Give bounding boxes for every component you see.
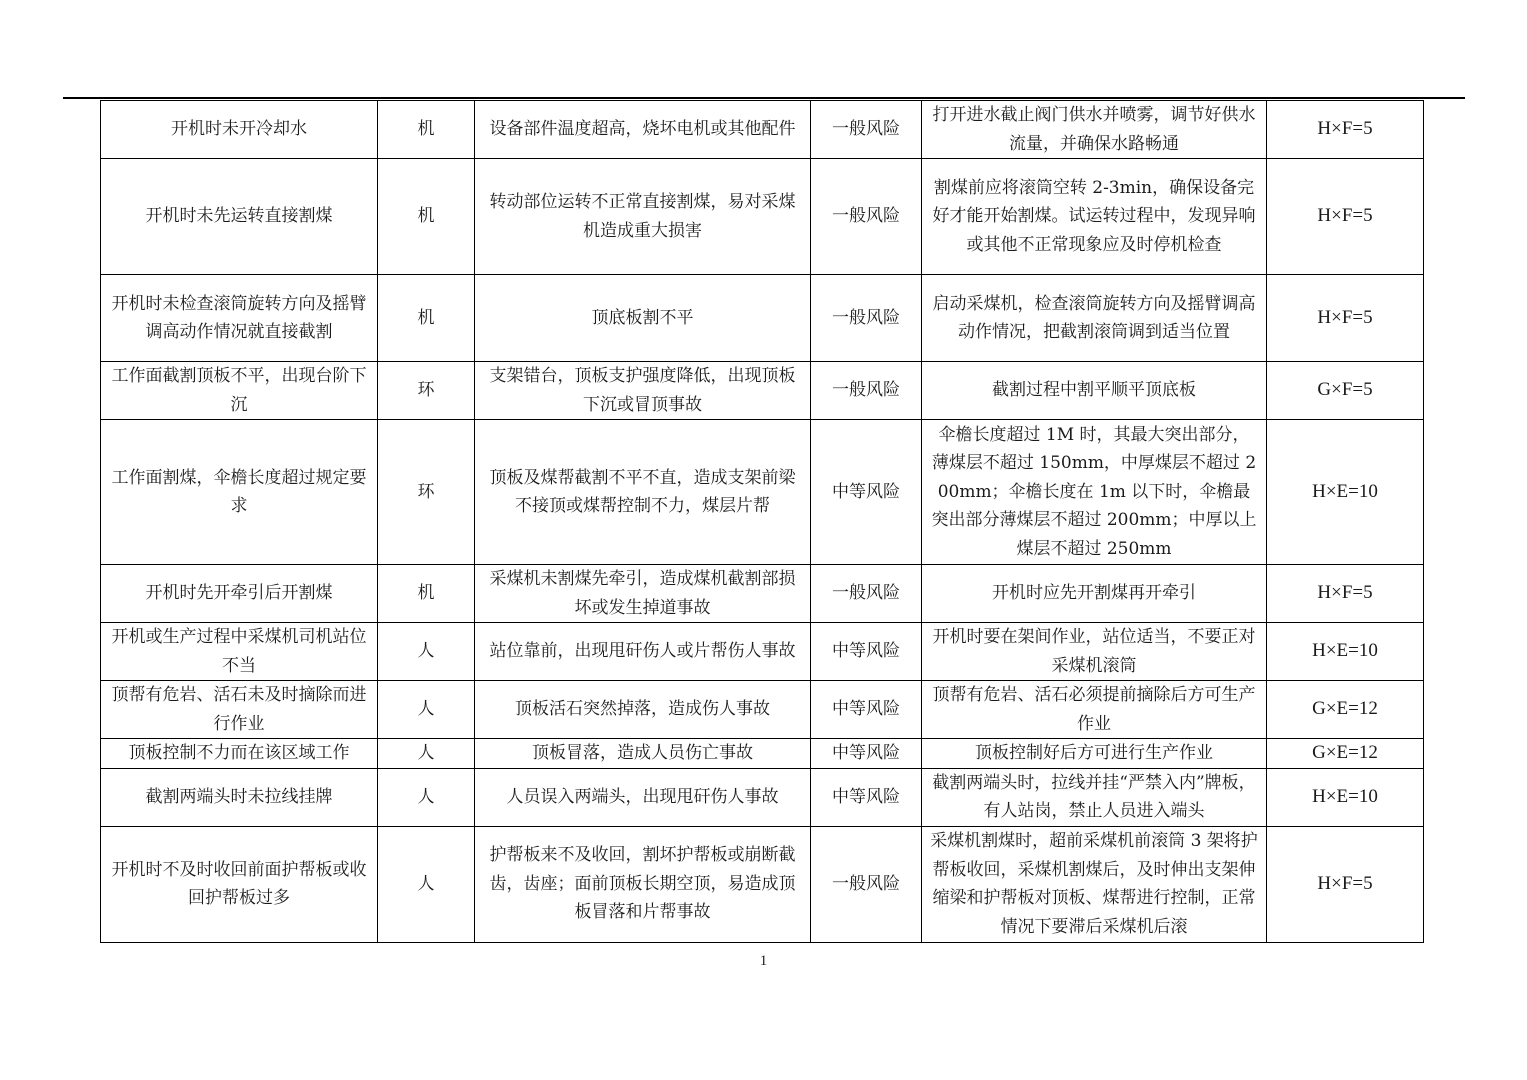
risk-grade-cell: H×F=5 [1267,826,1424,942]
control-measure-cell: 采煤机割煤时，超前采煤机前滚筒 3 架将护帮板收回，采煤机割煤后，及时伸出支架伸缩梁和护帮板对顶板、煤帮进行控制，正常情况下要滞后采煤机后滚 [922,826,1267,942]
consequence-cell: 护帮板来不及收回，割坏护帮板或崩断截齿，齿座；面前顶板长期空顶，易造成顶板冒落和片帮事故 [475,826,811,942]
risk-grade-cell: H×F=5 [1267,275,1424,362]
control-measure-cell: 截割过程中割平顺平顶底板 [922,362,1267,420]
risk-grade-cell: H×E=10 [1267,420,1424,565]
table-row [101,565,1424,623]
table-row [101,768,1424,826]
risk-grade-cell: H×F=5 [1267,565,1424,623]
category-cell: 人 [378,826,475,942]
category-cell: 人 [378,739,475,769]
risk-grade-cell: G×E=12 [1267,681,1424,739]
category-cell: 人 [378,768,475,826]
consequence-cell: 顶板冒落，造成人员伤亡事故 [475,739,811,769]
control-measure-cell: 伞檐长度超过 1M 时，其最大突出部分，薄煤层不超过 150mm，中厚煤层不超过 200mm；伞檐长度在 1m 以下时，伞檐最突出部分薄煤层不超过 200mm；中厚以上煤层不超过 250mm [922,420,1267,565]
table-row [101,420,1424,565]
hazard-cell: 开机时未先运转直接割煤 [101,159,378,275]
consequence-cell: 人员误入两端头，出现甩矸伤人事故 [475,768,811,826]
risk-grade-cell: H×E=10 [1267,623,1424,681]
table-row [101,826,1424,942]
category-cell: 人 [378,623,475,681]
risk-level-cell: 一般风险 [811,565,922,623]
category-cell: 环 [378,420,475,565]
hazard-cell: 开机时不及时收回前面护帮板或收回护帮板过多 [101,826,378,942]
table-row [101,275,1424,362]
control-measure-cell: 启动采煤机，检查滚筒旋转方向及摇臂调高动作情况，把截割滚筒调到适当位置 [922,275,1267,362]
consequence-cell: 采煤机未割煤先牵引，造成煤机截割部损坏或发生掉道事故 [475,565,811,623]
hazard-cell: 开机时未检查滚筒旋转方向及摇臂调高动作情况就直接截割 [101,275,378,362]
risk-level-cell: 一般风险 [811,362,922,420]
page-number: 1 [759,953,768,969]
table-row [101,623,1424,681]
risk-level-cell: 中等风险 [811,681,922,739]
risk-grade-cell: H×E=10 [1267,768,1424,826]
category-cell: 人 [378,681,475,739]
header-rule [63,97,1465,99]
consequence-cell: 设备部件温度超高，烧坏电机或其他配件 [475,101,811,159]
hazard-cell: 工作面截割顶板不平，出现台阶下沉 [101,362,378,420]
risk-level-cell: 一般风险 [811,826,922,942]
control-measure-cell: 打开进水截止阀门供水并喷雾，调节好供水流量，并确保水路畅通 [922,101,1267,159]
risk-level-cell: 中等风险 [811,420,922,565]
hazard-cell: 开机时未开冷却水 [101,101,378,159]
table-row [101,739,1424,769]
risk-level-cell: 一般风险 [811,275,922,362]
category-cell: 机 [378,565,475,623]
table-row [101,681,1424,739]
control-measure-cell: 割煤前应将滚筒空转 2-3min，确保设备完好才能开始割煤。试运转过程中，发现异响或其他不正常现象应及时停机检查 [922,159,1267,275]
category-cell: 机 [378,101,475,159]
risk-grade-cell: G×E=12 [1267,739,1424,769]
consequence-cell: 转动部位运转不正常直接割煤，易对采煤机造成重大损害 [475,159,811,275]
control-measure-cell: 顶帮有危岩、活石必须提前摘除后方可生产作业 [922,681,1267,739]
consequence-cell: 顶底板割不平 [475,275,811,362]
risk-level-cell: 中等风险 [811,739,922,769]
consequence-cell: 站位靠前，出现甩矸伤人或片帮伤人事故 [475,623,811,681]
hazard-cell: 开机时先开牵引后开割煤 [101,565,378,623]
risk-level-cell: 一般风险 [811,159,922,275]
consequence-cell: 顶板及煤帮截割不平不直，造成支架前梁不接顶或煤帮控制不力，煤层片帮 [475,420,811,565]
risk-level-cell: 一般风险 [811,101,922,159]
risk-level-cell: 中等风险 [811,623,922,681]
hazard-cell: 开机或生产过程中采煤机司机站位不当 [101,623,378,681]
risk-assessment-table [100,100,1424,943]
consequence-cell: 顶板活石突然掉落，造成伤人事故 [475,681,811,739]
category-cell: 环 [378,362,475,420]
control-measure-cell: 顶板控制好后方可进行生产作业 [922,739,1267,769]
consequence-cell: 支架错台，顶板支护强度降低，出现顶板下沉或冒顶事故 [475,362,811,420]
risk-level-cell: 中等风险 [811,768,922,826]
risk-grade-cell: H×F=5 [1267,101,1424,159]
category-cell: 机 [378,159,475,275]
risk-grade-cell: G×F=5 [1267,362,1424,420]
hazard-cell: 顶板控制不力而在该区域工作 [101,739,378,769]
control-measure-cell: 截割两端头时，拉线并挂“严禁入内”牌板，有人站岗，禁止人员进入端头 [922,768,1267,826]
table-row [101,101,1424,159]
risk-grade-cell: H×F=5 [1267,159,1424,275]
table-row [101,362,1424,420]
hazard-cell: 顶帮有危岩、活石未及时摘除而进行作业 [101,681,378,739]
control-measure-cell: 开机时要在架间作业，站位适当，不要正对采煤机滚筒 [922,623,1267,681]
control-measure-cell: 开机时应先开割煤再开牵引 [922,565,1267,623]
table-row [101,159,1424,275]
hazard-cell: 截割两端头时未拉线挂牌 [101,768,378,826]
category-cell: 机 [378,275,475,362]
hazard-cell: 工作面割煤，伞檐长度超过规定要求 [101,420,378,565]
